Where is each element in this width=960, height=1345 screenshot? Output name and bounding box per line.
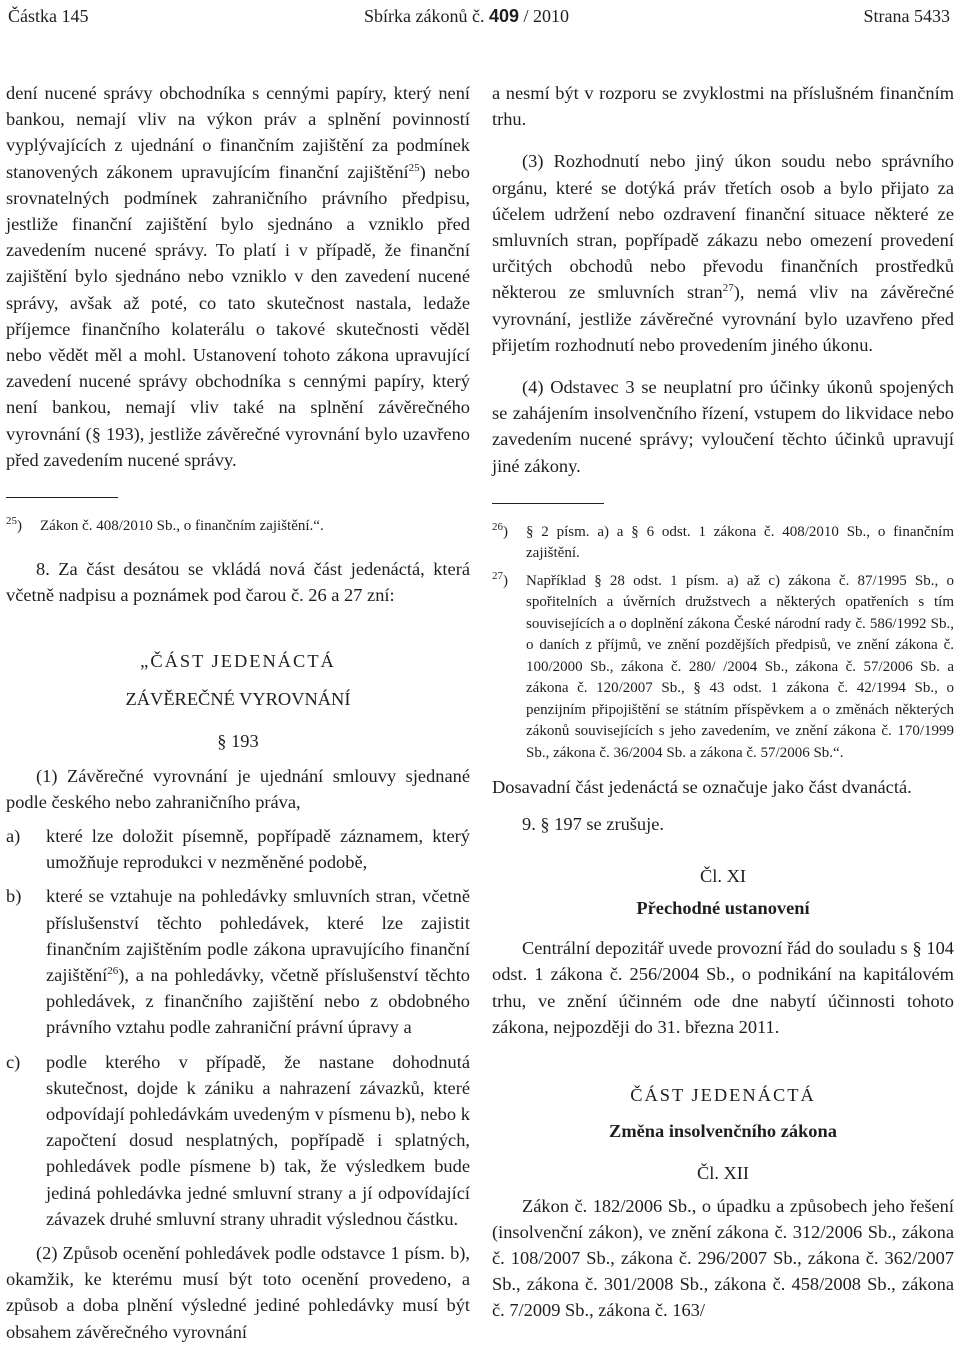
article-12-heading: Čl. XII [696, 1163, 750, 1184]
part-11-title: Změna insolvenčního zákona [609, 1121, 837, 1142]
paragraph-continuation: a nesmí být v rozporu se zvyklostmi na příslušném finančním trhu. [492, 83, 954, 130]
footnote-rule [492, 503, 604, 504]
footnote-rule [6, 497, 118, 498]
footnote-ref: 27 [722, 282, 734, 295]
section-number: § 193 [217, 731, 259, 752]
section-paragraph-1: (1) Závěrečné vyrovnání je ujednání smlouvy sjednané podle českého nebo zahraničního práva, [6, 765, 470, 812]
footnote-26: $^{26}$) § 2 písm. a) a § 6 odst. 1 zákona č. 408/2010 Sb., o finančním zajištění. [492, 520, 954, 562]
part-subtitle: ZÁVĚREČNÉ VYROVNÁNÍ [125, 689, 351, 710]
part-11-heading: ČÁST JEDENÁCTÁ [630, 1084, 816, 1105]
article-11-title: Přechodné ustanovení [636, 897, 810, 918]
header-part: Částka 145 [8, 6, 89, 26]
section-paragraph-2: (2) Způsob ocenění pohledávek podle odstavce 1 písm. b), okamžik, ke kterému musí být toto ocenění provedeno, a způsob a doba plnění výsledné jediné pohledávky musí být obsahem závěrečného vyrovnání [6, 1243, 470, 1342]
header-collection-number: 409 [488, 6, 520, 26]
list-item-c: c) podle kterého v případě, že nastane dohodnutá skutečnost, dojde k zániku a nahrazení závazků, které odpovídají pohledávkám uvedeným v písmenu b), nebo k započtení dosud nesplatných, popřípadě i splatných, pohledávek podle písmene b) tak, že výsledkem bude jediná pohledávka jedné smluvní strany a jí odpovídající závazek druhé smluvní strany uhradit výslednou částku. [6, 1051, 470, 1229]
left-column [6, 80, 470, 1345]
section-paragraph-3: (3) Rozhodnutí nebo jiný úkon soudu nebo správního orgánu, které se dotýká práv třetích osob a bylo přijato za účelem udržení nebo ozdravení finanční situace některé ze smluvních stran, popřípadě zákazu nebo omezení provedení určitých obchodů nebo převodu finančních prostředků některou ze smluvních stran$^{27}$), nemá vliv na závěrečné vyrovnání, jestliže závěrečné vyrovnání bylo uzavřeno před přijetím rozhodnutí nebo provedením jiného úkonu. [492, 151, 954, 355]
point-9: 9. § 197 se zrušuje. [522, 813, 664, 834]
right-column [492, 80, 954, 1324]
footnote-ref: 25 [408, 161, 420, 174]
page-header [8, 6, 950, 32]
header-collection: Sbírka zákonů č. 409 / 2010 [364, 6, 570, 26]
part-title: „ČÁST JEDENÁCTÁ [140, 650, 336, 671]
article-12-text: Zákon č. 182/2006 Sb., o úpadku a způsobech jeho řešení (insolvenční zákon), ve znění zákona č. 312/2006 Sb., zákona č. 108/2007 Sb., zákona č. 296/2007 Sb., zákona č. 362/2007 Sb., zákona č. 301/2008 Sb., zákona č. 458/2008 Sb., zákona č. 7/2009 Sb., zákona č. 163/ [492, 1195, 954, 1321]
renumber-note: Dosavadní část jedenáctá se označuje jako část dvanáctá. [492, 777, 912, 798]
footnote-25: $^{25}$) Zákon č. 408/2010 Sb., o finančním zajištění.“. [6, 515, 324, 535]
section-paragraph-4: (4) Odstavec 3 se neuplatní pro účinky úkonů spojených se zahájením insolvenčního řízení, vstupem do likvidace nebo zavedením nucené správy; vyloučení těchto účinků upravují jiné zákony. [492, 377, 954, 476]
list-item-b: b) které se vztahuje na pohledávky smluvních stran, včetně příslušenství těchto pohledávek, které lze zajistit finančním zajištěním podle zákona upravujícího finanční zajištění$^{26}$), a na pohledávky, včetně příslušenství těchto pohledávek, z finančního zajištění nebo z obdobného právního vztahu podle zahraniční právní úpravy a [6, 886, 470, 1038]
header-page: Strana 5433 [863, 6, 950, 26]
article-11-heading: Čl. XI [700, 865, 746, 886]
point-8: 8. Za část desátou se vkládá nová část jedenáctá, která včetně nadpisu a poznámek pod čarou č. 26 a 27 zní: [6, 558, 470, 605]
list-item-a: a) které lze doložit písemně, popřípadě záznamem, který umožňuje reprodukci v nezměněné podobě, [6, 825, 470, 873]
footnote-27: $^{27}$) Například § 28 odst. 1 písm. a) až c) zákona č. 87/1995 Sb., o spořitelních a úvěrních družstvech a některých opatřeních s tím souvisejících a o doplnění zákona České národní rady č. 586/1992 Sb., o daních z příjmů, ve znění pozdějších předpisů, ve znění zákona č. 100/2000 Sb., zákona č. 280/ /2004 Sb., zákona č. 57/2006 Sb. a zákona č. 120/2007 Sb., § 43 odst. 1 zákona č. 42/1994 Sb., o penzijním připojištění se státním příspěvkem a o změnách některých zákonů souvisejících s jeho zavedením, ve znění zákona č. 170/1999 Sb., zákona č. 36/2004 Sb. a zákona č. 57/2006 Sb.“. [492, 569, 954, 761]
footnote-ref: 26 [107, 964, 119, 977]
paragraph-continuation: dení nucené správy obchodníka s cennými papíry, který není bankou, nemají vliv na výkon práv a splnění povinností vyplývajících z ujednání o finančním zajištění za podmínek stanovených zákonem upravujícím finanční zajištění$^{25}$) nebo srovnatelných podmínek zahraničního právního předpisu, jestliže finanční zajištění bylo sjednáno a vzniklo před zavedením nucené správy. To platí i v případě, že finanční zajištění bylo sjednáno nebo vzniklo v den zavedení nucené správy, avšak až poté, co tato skutečnost nastala, ledaže příjemce finančního kolaterálu o takové skutečnosti věděl nebo vědět měl a mohl. Ustanovení tohoto zákona upravující zavedení nucené správy obchodníka s cennými papíry, který není bankou, nemají vliv také na splnění závěrečného vyrovnání (§ 193), jestliže závěrečné vyrovnání bylo uzavřeno před zavedením nucené správy. [6, 83, 470, 470]
article-11-text: Centrální depozitář uvede provozní řád do souladu s § 104 odst. 1 zákona č. 256/2004 Sb., o podnikání na kapitálovém trhu, ve znění účinném ode dne nabytí účinnosti tohoto zákona, nejpozději do 31. března 2011. [492, 938, 954, 1037]
